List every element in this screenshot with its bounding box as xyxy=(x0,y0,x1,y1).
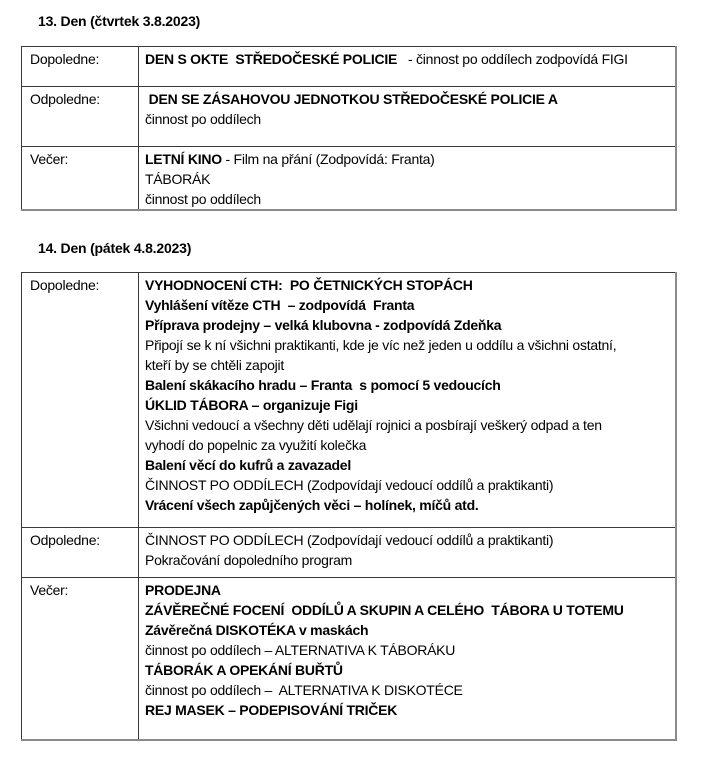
content-line xyxy=(145,415,669,435)
content-line xyxy=(145,700,669,720)
content-line xyxy=(145,640,669,660)
normal-text: činnost po oddílech – ALTERNATIVA K DISKOTÉCE xyxy=(145,682,463,698)
normal-text: ČINNOST PO ODDÍLECH (Zodpovídají vedoucí oddílů a praktikanti) xyxy=(145,532,554,548)
normal-text: - Film na přání (Zodpovídá: Franta) xyxy=(221,151,435,167)
content-line xyxy=(145,275,669,295)
table-row xyxy=(22,528,677,578)
normal-text: TÁBORÁK xyxy=(145,171,211,187)
normal-text: činnost po oddílech xyxy=(145,111,261,127)
day-13-heading: 13. Den (čtvrtek 3.8.2023) xyxy=(38,13,201,29)
content-line xyxy=(145,580,669,600)
content-line xyxy=(145,550,669,570)
content-line xyxy=(145,435,669,455)
content-line xyxy=(145,620,669,640)
content-line xyxy=(145,660,669,680)
content-line xyxy=(145,149,669,169)
normal-text: vyhodí do popelnic za využití kolečka xyxy=(145,437,367,453)
row-label: Večer: xyxy=(22,578,139,740)
day-13-schedule-table xyxy=(21,46,677,211)
row-label: Dopoledne: xyxy=(22,273,139,528)
row-label: Večer: xyxy=(22,147,139,211)
content-line xyxy=(145,89,669,109)
bold-text: DEN SE ZÁSAHOVOU JEDNOTKOU STŘEDOČESKÉ POLICIE A xyxy=(145,91,558,107)
normal-text: Připojí se k ní všichni praktikanti, kde je víc než jeden u oddílu a všichni ostatní, xyxy=(145,337,617,353)
content-line xyxy=(145,680,669,700)
row-content xyxy=(139,578,677,740)
table-row xyxy=(22,147,677,211)
bold-text: Závěrečná DISKOTÉKA v maskách xyxy=(145,622,369,638)
bold-text: Balení věcí do kufrů a zavazadel xyxy=(145,457,351,473)
normal-text: činnost po oddílech xyxy=(145,191,261,207)
content-line xyxy=(145,189,669,209)
normal-text: kteří by se chtěli zapojit xyxy=(145,357,285,373)
row-content xyxy=(139,147,677,211)
row-content xyxy=(139,273,677,528)
row-content xyxy=(139,47,677,87)
content-line xyxy=(145,295,669,315)
table-row xyxy=(22,578,677,740)
normal-text: Všichni vedoucí a všechny děti udělají rojnici a posbírají veškerý odpad a ten xyxy=(145,417,602,433)
bold-text: VYHODNOCENÍ CTH: PO ČETNICKÝCH STOPÁCH xyxy=(145,277,473,293)
row-label: Odpoledne: xyxy=(22,528,139,578)
content-line xyxy=(145,335,669,355)
row-label: Odpoledne: xyxy=(22,87,139,147)
day-14-schedule-table xyxy=(21,272,677,741)
content-line xyxy=(145,375,669,395)
bold-text: Vyhlášení vítěze CTH – zodpovídá Franta xyxy=(145,297,415,313)
content-line xyxy=(145,495,669,515)
bold-text: ZÁVĚREČNÉ FOCENÍ ODDÍLŮ A SKUPIN A CELÉHO TÁBORA U TOTEMU xyxy=(145,602,624,618)
normal-text: ČINNOST PO ODDÍLECH (Zodpovídají vedoucí oddílů a praktikanti) xyxy=(145,477,554,493)
normal-text: činnost po oddílech – ALTERNATIVA K TÁBORÁKU xyxy=(145,642,456,658)
row-label: Dopoledne: xyxy=(22,47,139,87)
content-line xyxy=(145,49,669,69)
content-line xyxy=(145,600,669,620)
content-line xyxy=(145,315,669,335)
bold-text: TÁBORÁK A OPEKÁNÍ BUŘTŮ xyxy=(145,662,343,678)
table-row xyxy=(22,273,677,528)
content-line xyxy=(145,109,669,129)
day-14-heading: 14. Den (pátek 4.8.2023) xyxy=(38,240,192,256)
bold-text: DEN S OKTE STŘEDOČESKÉ POLICIE xyxy=(145,51,398,67)
content-line xyxy=(145,455,669,475)
bold-text: Balení skákacího hradu – Franta s pomocí 5 vedoucích xyxy=(145,377,501,393)
content-line xyxy=(145,530,669,550)
content-line xyxy=(145,395,669,415)
bold-text: ÚKLID TÁBORA – organizuje Figi xyxy=(145,397,358,413)
row-content xyxy=(139,528,677,578)
table-row xyxy=(22,87,677,147)
row-content xyxy=(139,87,677,147)
table-row xyxy=(22,47,677,87)
bold-text: REJ MASEK – PODEPISOVÁNÍ TRIČEK xyxy=(145,702,398,718)
content-line xyxy=(145,355,669,375)
bold-text: PRODEJNA xyxy=(145,582,221,598)
bold-text: Vrácení všech zapůjčených věci – holínek, míčů atd. xyxy=(145,497,479,513)
normal-text: Pokračování dopoledního program xyxy=(145,552,353,568)
bold-text: LETNÍ KINO xyxy=(145,151,222,167)
content-line xyxy=(145,475,669,495)
normal-text: - činnost po oddílech zodpovídá FIGI xyxy=(397,51,628,67)
bold-text: Příprava prodejny – velká klubovna - zodpovídá Zdeňka xyxy=(145,317,502,333)
content-line xyxy=(145,169,669,189)
